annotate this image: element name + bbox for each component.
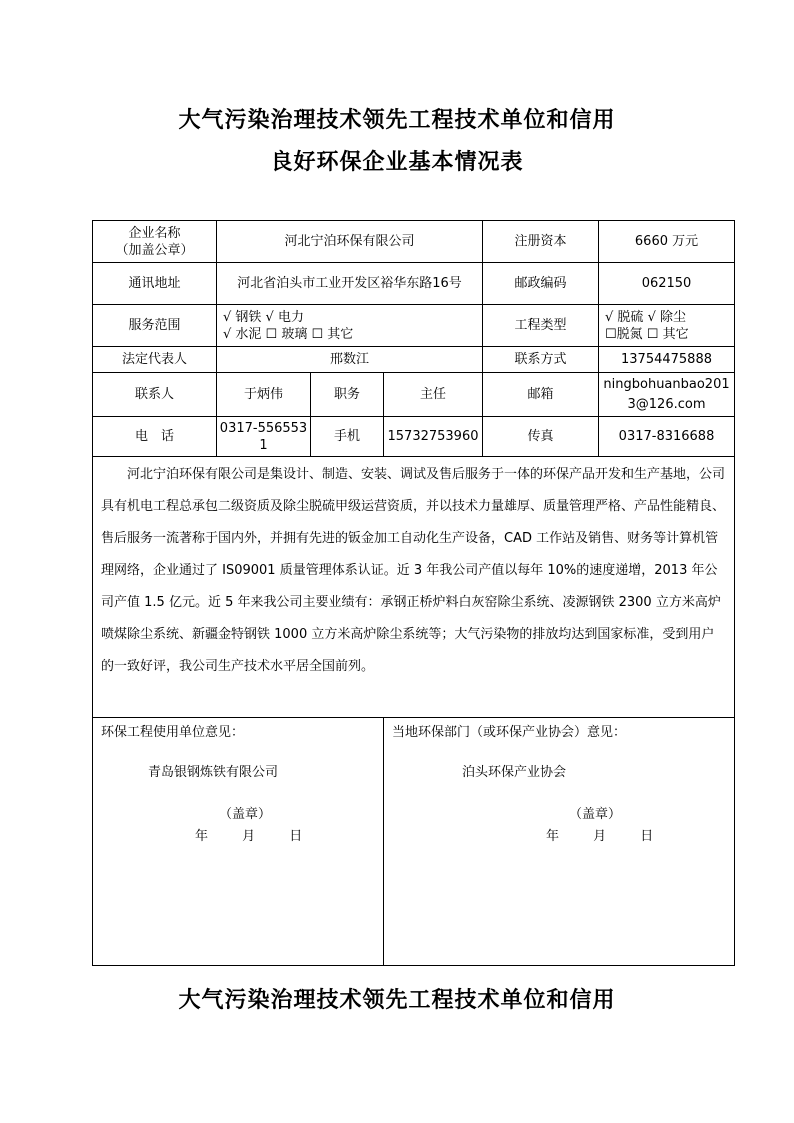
service-label: 服务范围 (93, 305, 217, 347)
company-description: 河北宁泊环保有限公司是集设计、制造、安装、调试及售后服务于一体的环保产品开发和生产基地，公司具有机电工程总承包二级资质及除尘脱硫甲级运营资质，并以技术力量雄厚、质量管理严格、产品性能精良、售后服务一流著称于国内外，并拥有先进的钣金加工自动化生产设备，CAD 工作站及销售、财务等计算机管理网络，企业通过了 IS09001 质量管理体系认证。近 3 年我公司产值以每年 10%的速度递增，2013 年公司产值 1.5 亿元。近 5 年来我公司主要业绩有：承钢正桥炉料白灰窑除尘系统、凌源钢铁 2300 立方米高炉喷煤除尘系统、新疆金特钢铁 1000 立方米高炉除尘系统等；大气污染物的排放均达到国家标准，受到用户的一致好评，我公司生产技术水平居全国前列。 (93, 457, 735, 718)
mobile-label: 手机 (311, 417, 384, 457)
company-label-note: （加盖公章） (115, 242, 194, 258)
legal-rep-label: 法定代表人 (93, 347, 217, 373)
opinion-user-unit (93, 718, 384, 966)
contact-person-label: 联系人 (93, 373, 217, 417)
address-label: 通讯地址 (93, 263, 217, 305)
company-label-text: 企业名称 (128, 225, 181, 241)
phone-label: 电 话 (93, 417, 217, 457)
project-options-line1: √ 脱硫 √ 除尘 (605, 309, 686, 325)
page-subtitle: 良好环保企业基本情况表 (270, 149, 524, 175)
postcode-label: 邮政编码 (483, 263, 599, 305)
address-value: 河北省泊头市工业开发区裕华东路16号 (217, 263, 483, 305)
contact-method-label: 联系方式 (483, 347, 599, 373)
opinion-local-authority-date: 年 月 日 (546, 829, 654, 844)
opinion-user-unit-label: 环保工程使用单位意见： (101, 725, 245, 740)
position-label: 职务 (311, 373, 384, 417)
company-value: 河北宁泊环保有限公司 (217, 221, 483, 263)
fax-value: 0317-8316688 (599, 417, 735, 457)
legal-rep-value: 邢数江 (217, 347, 483, 373)
company-info-form (92, 220, 734, 966)
opinion-user-unit-seal: （盖章） (219, 807, 272, 822)
email-label: 邮箱 (483, 373, 599, 417)
capital-label: 注册资本 (483, 221, 599, 263)
service-options-line1: √ 钢铁 √ 电力 (223, 309, 304, 325)
service-options (217, 305, 483, 347)
opinion-local-authority-name: 泊头环保产业协会 (462, 765, 567, 780)
project-options-line2: ☐脱氮 ☐ 其它 (605, 326, 689, 342)
contact-method-value: 13754475888 (599, 347, 735, 373)
opinion-local-authority-label: 当地环保部门（或环保产业协会）意见： (392, 725, 627, 740)
postcode-value: 062150 (599, 263, 735, 305)
position-value: 主任 (384, 373, 483, 417)
contact-person-value: 于炳伟 (217, 373, 311, 417)
service-options-line2: √ 水泥 ☐ 玻璃 ☐ 其它 (223, 326, 354, 342)
project-type-options (599, 305, 735, 347)
opinion-user-unit-date: 年 月 日 (195, 829, 303, 844)
opinion-local-authority-seal: （盖章） (569, 807, 622, 822)
email-value: ningbohuanbao2013@126.com (599, 373, 735, 417)
mobile-value: 15732753960 (384, 417, 483, 457)
phone-value: 0317-5565531 (217, 417, 311, 457)
project-type-label: 工程类型 (483, 305, 599, 347)
next-page-title: 大气污染治理技术领先工程技术单位和信用 (178, 987, 616, 1013)
page-title: 大气污染治理技术领先工程技术单位和信用 (178, 107, 616, 133)
company-label (93, 221, 217, 263)
opinion-user-unit-name: 青岛银钢炼铁有限公司 (148, 765, 279, 780)
capital-value: 6660 万元 (599, 221, 735, 263)
opinion-local-authority (384, 718, 735, 966)
fax-label: 传真 (483, 417, 599, 457)
